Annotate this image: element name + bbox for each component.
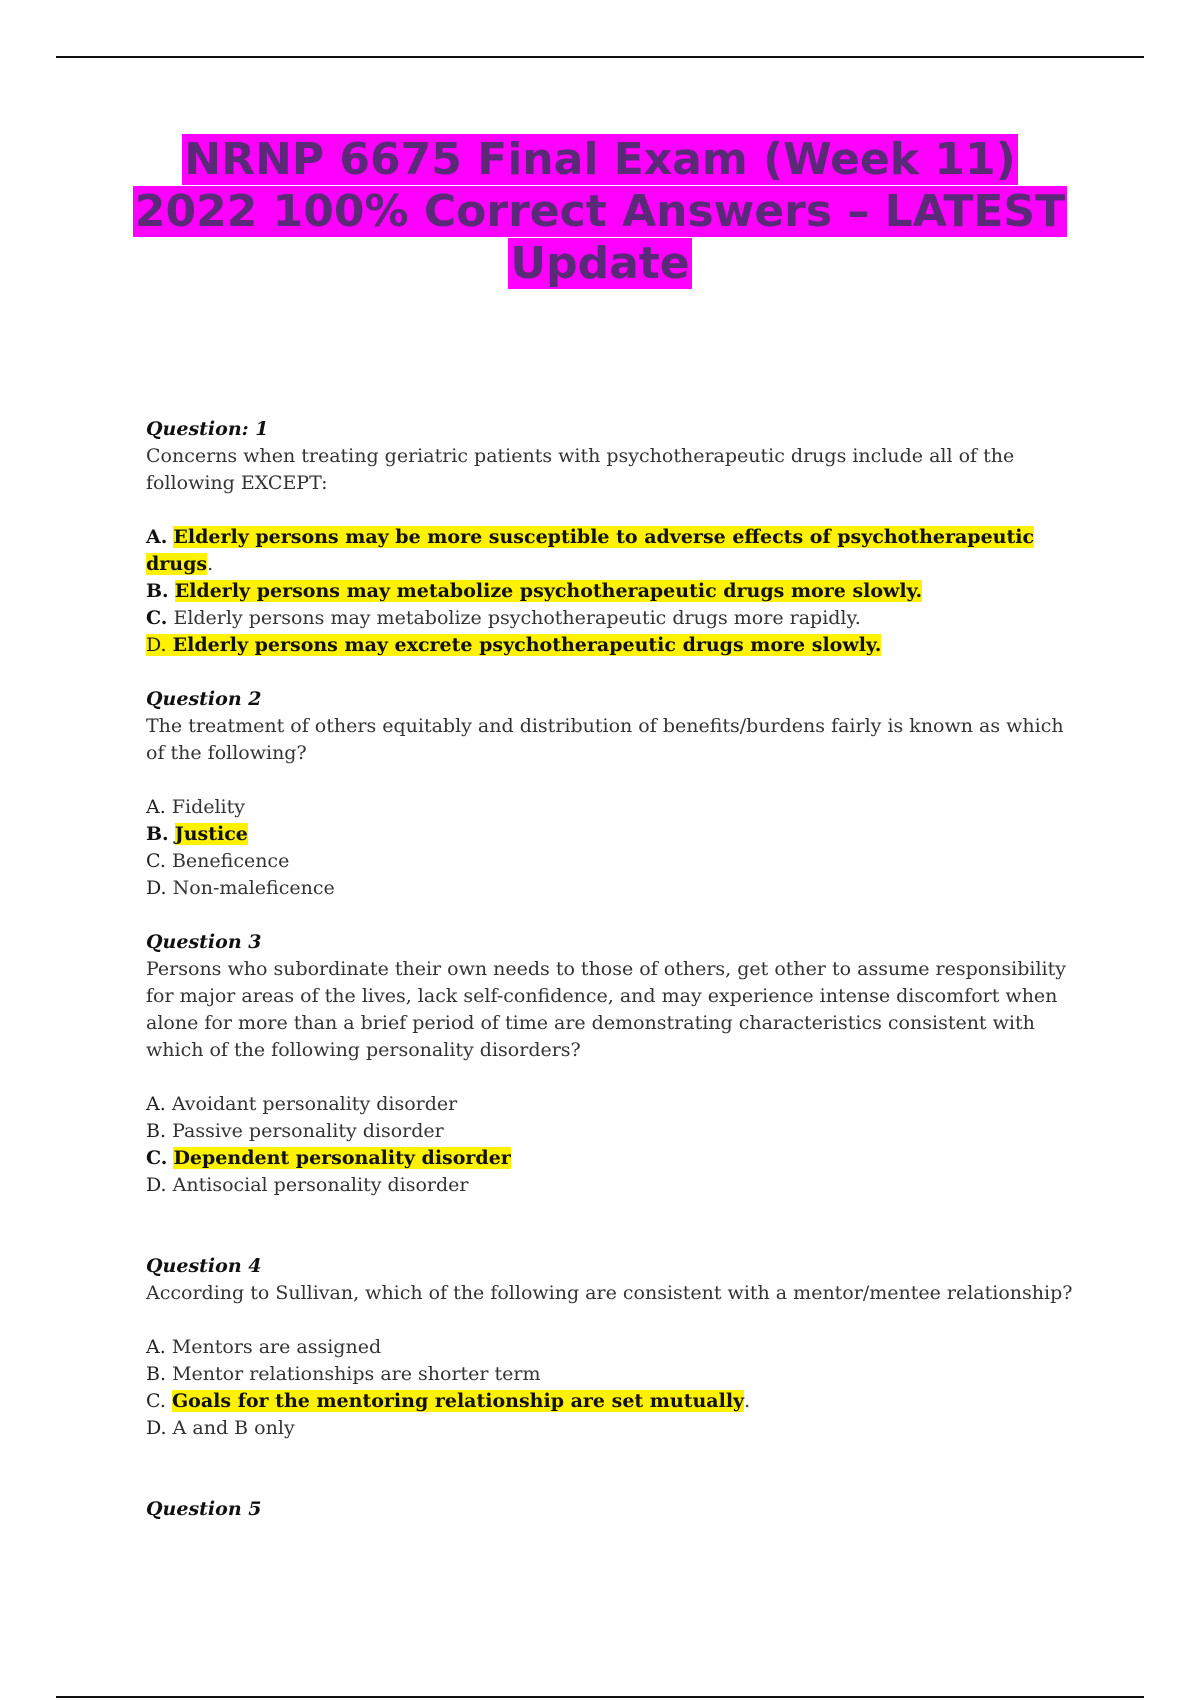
option-d: D. Antisocial personality disorder	[146, 1174, 469, 1196]
bottom-rule	[56, 1696, 1144, 1698]
question-heading: Question 4	[146, 1255, 262, 1277]
title-line-2: 2022 100% Correct Answers – LATEST	[134, 186, 1066, 237]
option-b: B. Passive personality disorder	[146, 1120, 444, 1142]
title-line-1: NRNP 6675 Final Exam (Week 11)	[184, 134, 1016, 185]
question-heading: Question 3	[146, 931, 262, 953]
page-title	[100, 134, 1100, 290]
option-a: A. Avoidant personality disorder	[146, 1093, 458, 1115]
option-a: A. Elderly persons may be more susceptible to adverse effects of psychotherapeutic drugs.	[146, 526, 1035, 575]
option-d: D. Non-maleficence	[146, 877, 335, 899]
option-b: B. Elderly persons may metabolize psychotherapeutic drugs more slowly.	[146, 580, 923, 602]
question-3	[146, 929, 1086, 1199]
question-5	[146, 1496, 1086, 1523]
question-heading: Question: 1	[146, 418, 269, 440]
option-c: C. Goals for the mentoring relationship are set mutually.	[146, 1390, 751, 1412]
highlighted-answer: Justice	[174, 823, 248, 845]
question-text: According to Sullivan, which of the following are consistent with a mentor/mentee relationship?	[146, 1282, 1073, 1304]
option-b: B. Justice	[146, 823, 248, 845]
answer-options	[146, 1091, 1086, 1199]
question-4	[146, 1253, 1086, 1442]
highlighted-answer: Dependent personality disorder	[173, 1147, 511, 1169]
answer-options	[146, 794, 1086, 902]
option-c: C. Dependent personality disorder	[146, 1147, 511, 1169]
question-text: Concerns when treating geriatric patients with psychotherapeutic drugs include all of the following EXCEPT:	[146, 445, 1015, 494]
title-line-3: Update	[510, 238, 690, 289]
question-2	[146, 686, 1086, 902]
highlighted-answer: Elderly persons may be more susceptible to adverse effects of psychotherapeutic drugs	[146, 526, 1035, 575]
option-c: C. Elderly persons may metabolize psychotherapeutic drugs more rapidly.	[146, 607, 861, 629]
answer-options	[146, 524, 1086, 659]
question-heading: Question 5	[146, 1498, 262, 1520]
option-d: D. Elderly persons may excrete psychotherapeutic drugs more slowly.	[146, 634, 882, 656]
highlighted-answer: Elderly persons may excrete psychotherapeutic drugs more slowly.	[172, 634, 882, 656]
option-c: C. Beneficence	[146, 850, 290, 872]
top-rule	[56, 56, 1144, 58]
option-a: A. Fidelity	[146, 796, 246, 818]
highlighted-answer: Elderly persons may metabolize psychotherapeutic drugs more slowly.	[174, 580, 923, 602]
answer-options	[146, 1334, 1086, 1442]
option-d: D. A and B only	[146, 1417, 295, 1439]
question-heading: Question 2	[146, 688, 262, 710]
questions-content	[146, 416, 1086, 1523]
highlighted-answer: Goals for the mentoring relationship are set mutually	[171, 1390, 745, 1412]
question-text: Persons who subordinate their own needs to those of others, get other to assume responsibility for major areas of the lives, lack self-confidence, and may experience intense discomfort when alone for more than a brief period of time are demonstrating characteristics consistent with which of the following personality disorders?	[146, 958, 1066, 1061]
question-text: The treatment of others equitably and distribution of benefits/burdens fairly is known as which of the following?	[146, 715, 1064, 764]
question-1	[146, 416, 1086, 659]
option-b: B. Mentor relationships are shorter term	[146, 1363, 541, 1385]
option-a: A. Mentors are assigned	[146, 1336, 382, 1358]
